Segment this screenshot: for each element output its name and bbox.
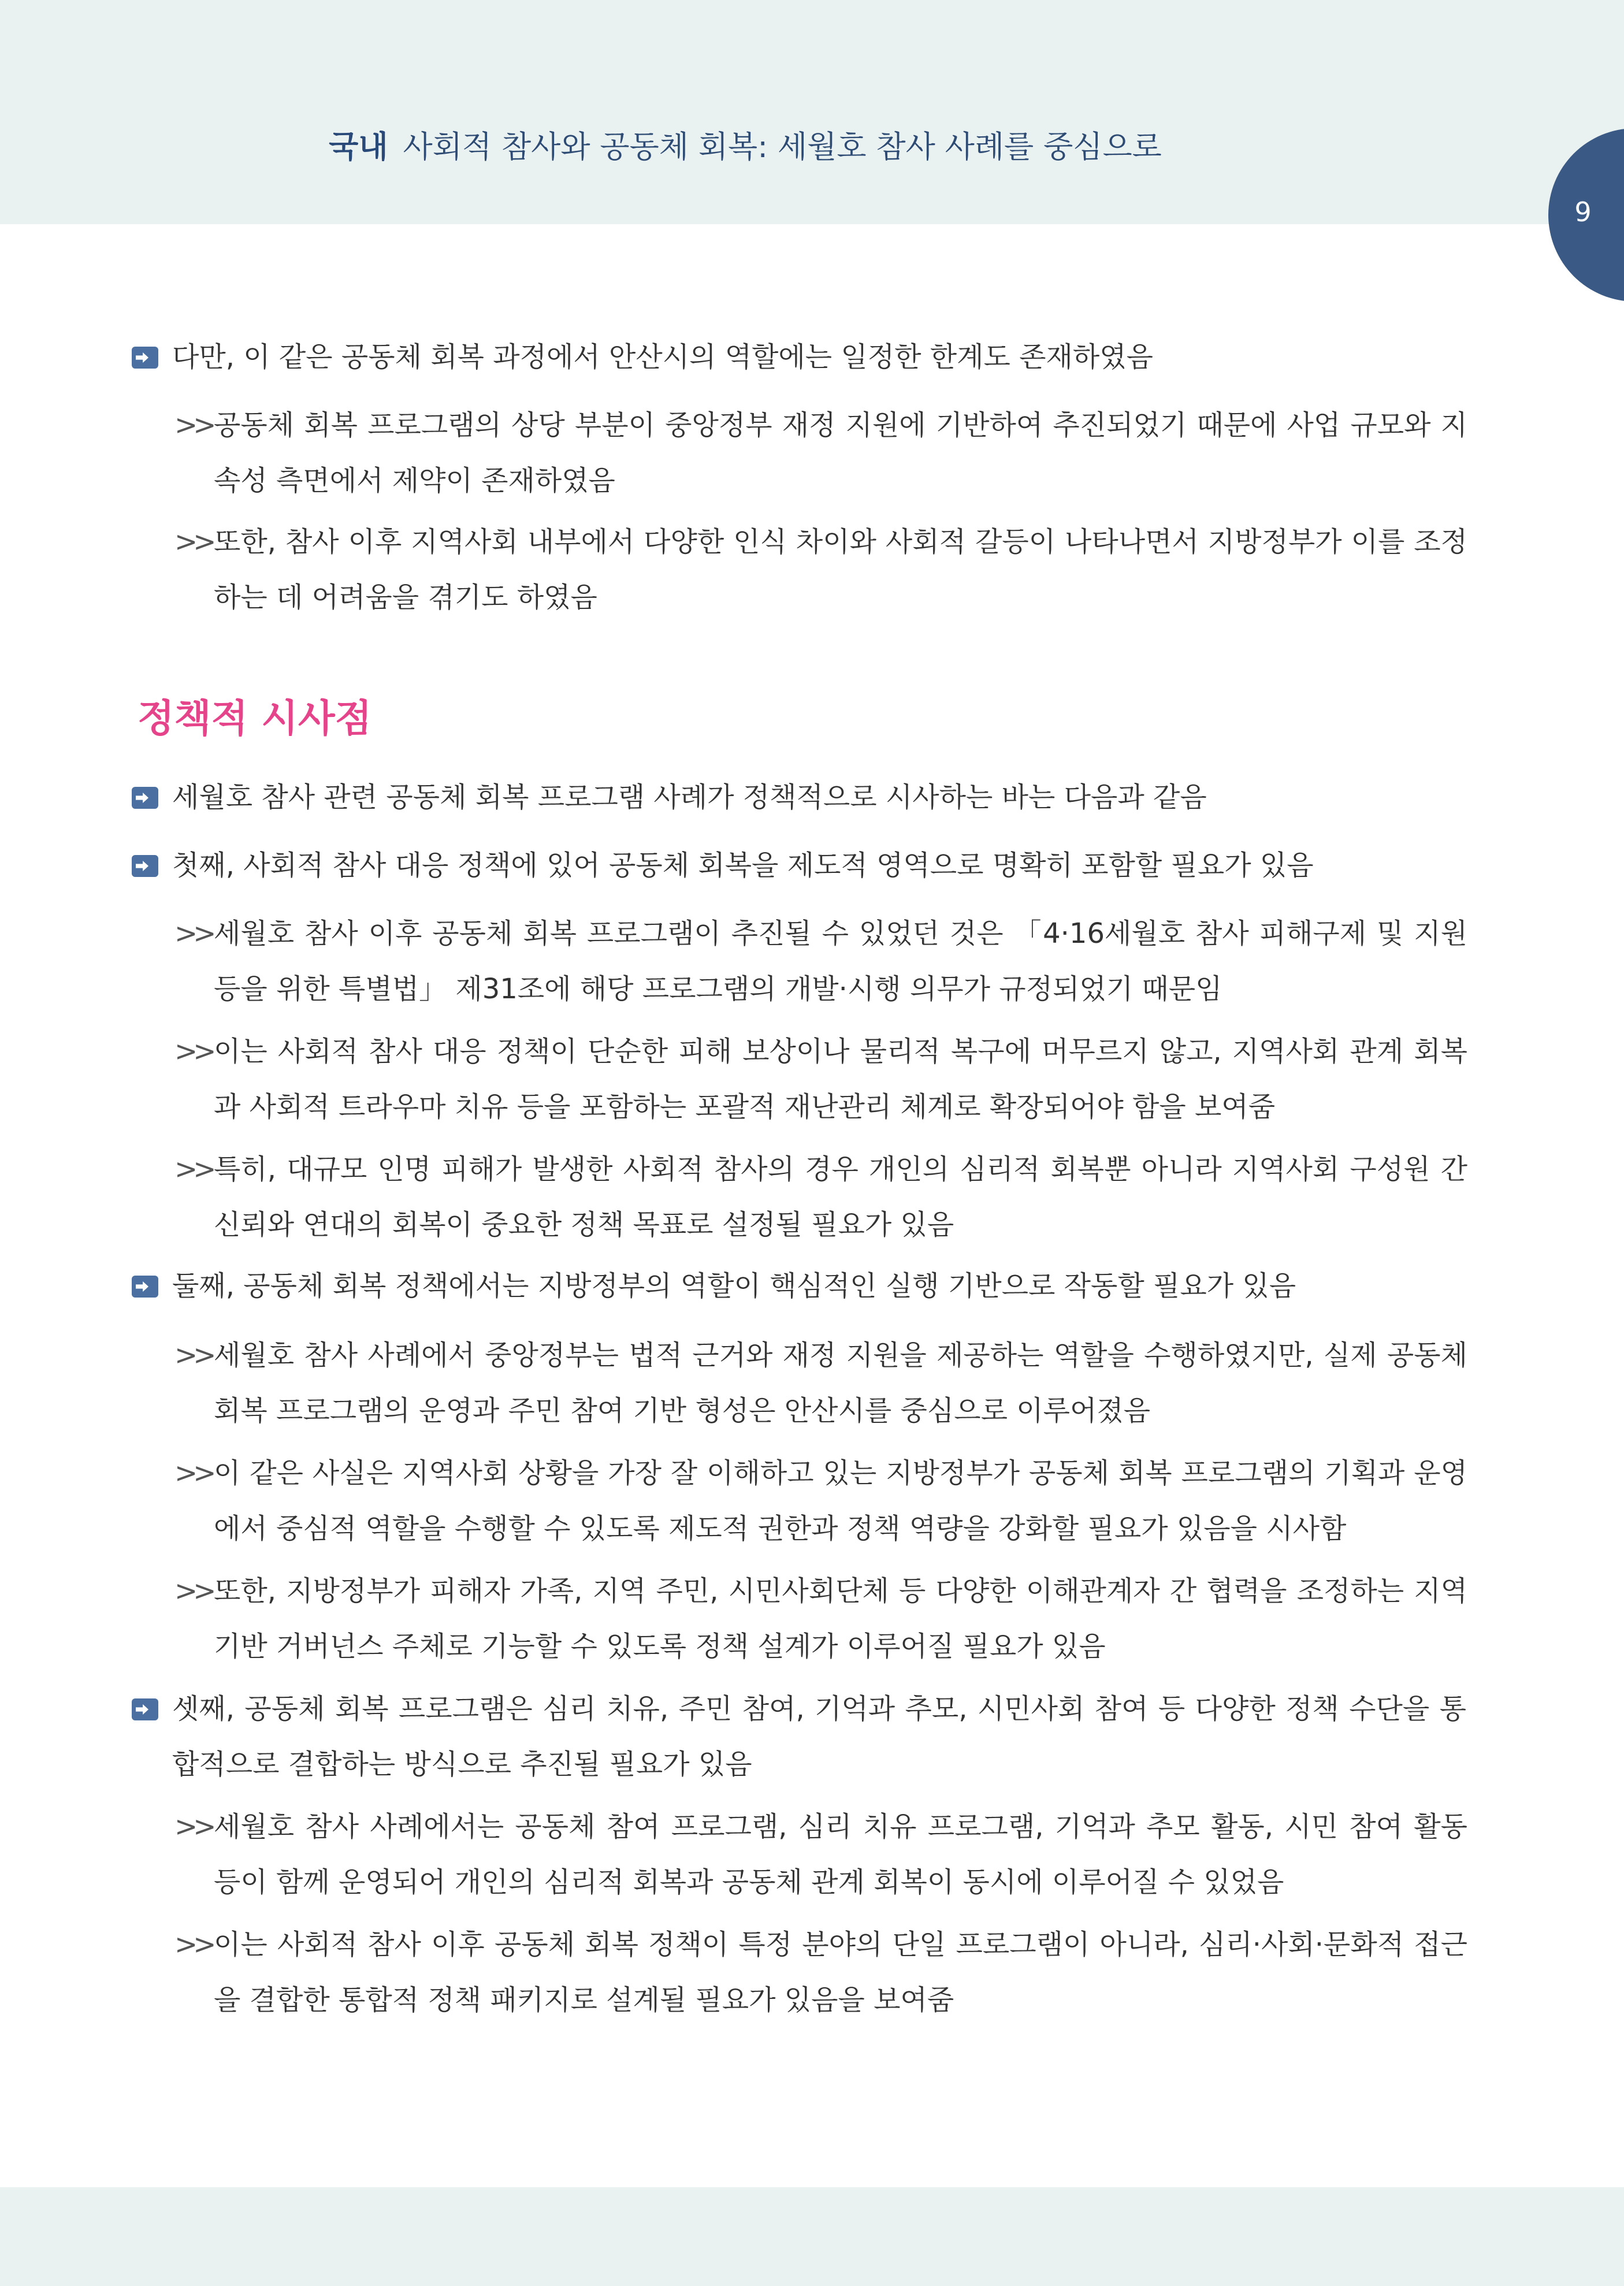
header-title: 사회적 참사와 공동체 회복: 세월호 참사 사례를 중심으로 — [403, 129, 1162, 165]
sub-bullet-item — [174, 397, 1467, 508]
sub-bullet-item — [174, 1445, 1467, 1556]
arrow-box-icon — [132, 1276, 158, 1298]
bullet-item — [172, 770, 1466, 825]
sub-bullet-text: 또한, 참사 이후 지역사회 내부에서 다양한 인식 차이와 사회적 갈등이 나타나면서 지방정부가 이를 조정하는 데 어려움을 겪기도 하였음 — [214, 526, 1467, 614]
arrow-box-icon — [132, 855, 158, 877]
header-band — [0, 0, 1624, 224]
double-chevron-icon: >> — [174, 1035, 212, 1068]
sub-bullet-text: 이 같은 사실은 지역사회 상황을 가장 잘 이해하고 있는 지방정부가 공동체 회복 프로그램의 기획과 운영에서 중심적 역할을 수행할 수 있도록 제도적 권한과 정책 역량을 강화할 필요가 있음을 시사함 — [214, 1457, 1467, 1545]
bullet-text: 첫째, 사회적 참사 대응 정책에 있어 공동체 회복을 제도적 영역으로 명확히 포함할 필요가 있음 — [172, 849, 1314, 882]
bullet-text: 둘째, 공동체 회복 정책에서는 지방정부의 역할이 핵심적인 실행 기반으로 작동할 필요가 있음 — [172, 1270, 1296, 1302]
sub-bullet-item — [174, 906, 1467, 1017]
sub-bullet-text: 공동체 회복 프로그램의 상당 부분이 중앙정부 재정 지원에 기반하여 추진되었기 때문에 사업 규모와 지속성 측면에서 제약이 존재하였음 — [214, 409, 1467, 497]
page-number: 9 — [1574, 196, 1592, 228]
sub-bullet-item — [174, 1563, 1467, 1674]
sub-bullet-item — [174, 514, 1467, 625]
double-chevron-icon: >> — [174, 1575, 212, 1607]
sub-bullet-item — [174, 1142, 1467, 1252]
double-chevron-icon: >> — [174, 1153, 212, 1185]
sub-bullet-text: 세월호 참사 사례에서 중앙정부는 법적 근거와 재정 지원을 제공하는 역할을 수행하였지만, 실제 공동체 회복 프로그램의 운영과 주민 참여 기반 형성은 안산시를 중심으로 이루어졌음 — [214, 1339, 1467, 1427]
bullet-text: 셋째, 공동체 회복 프로그램은 심리 치유, 주민 참여, 기억과 추모, 시민사회 참여 등 다양한 정책 수단을 통합적으로 결합하는 방식으로 추진될 필요가 있음 — [172, 1693, 1466, 1781]
double-chevron-icon: >> — [174, 1457, 212, 1489]
bullet-text: 세월호 참사 관련 공동체 회복 프로그램 사례가 정책적으로 시사하는 바는 다음과 같음 — [172, 781, 1207, 813]
double-chevron-icon: >> — [174, 409, 212, 441]
sub-bullet-text: 특히, 대규모 인명 피해가 발생한 사회적 참사의 경우 개인의 심리적 회복뿐 아니라 지역사회 구성원 간 신뢰와 연대의 회복이 중요한 정책 목표로 설정될 필요가 있음 — [214, 1153, 1467, 1241]
arrow-box-icon — [132, 787, 158, 809]
double-chevron-icon: >> — [174, 526, 212, 558]
sub-bullet-text: 세월호 참사 이후 공동체 회복 프로그램이 추진될 수 있었던 것은 「4·16세월호 참사 피해구제 및 지원 등을 위한 특별법」 제31조에 해당 프로그램의 개발·시행 의무가 규정되었기 때문임 — [214, 917, 1467, 1005]
section-title: 정책적 시사점 — [137, 696, 372, 741]
arrow-box-icon — [132, 347, 158, 369]
sub-bullet-item — [174, 1328, 1467, 1438]
running-header — [0, 122, 1491, 166]
sub-bullet-item — [174, 1799, 1467, 1910]
double-chevron-icon: >> — [174, 1928, 212, 1961]
sub-bullet-text: 이는 사회적 참사 이후 공동체 회복 정책이 특정 분야의 단일 프로그램이 아니라, 심리·사회·문화적 접근을 결합한 통합적 정책 패키지로 설계될 필요가 있음을 보여줌 — [214, 1928, 1467, 2016]
bullet-item — [172, 1258, 1466, 1314]
double-chevron-icon: >> — [174, 917, 212, 950]
double-chevron-icon: >> — [174, 1811, 212, 1843]
footer-band — [0, 2187, 1624, 2286]
bullet-text: 다만, 이 같은 공동체 회복 과정에서 안산시의 역할에는 일정한 한계도 존재하였음 — [172, 341, 1153, 373]
double-chevron-icon: >> — [174, 1339, 212, 1371]
arrow-box-icon — [132, 1698, 158, 1720]
sub-bullet-text: 또한, 지방정부가 피해자 가족, 지역 주민, 시민사회단체 등 다양한 이해관계자 간 협력을 조정하는 지역 기반 거버넌스 주체로 기능할 수 있도록 정책 설계가 이루어질 필요가 있음 — [214, 1575, 1467, 1663]
header-category: 국내 — [329, 129, 388, 165]
sub-bullet-item — [174, 1917, 1467, 2028]
bullet-item — [172, 329, 1466, 385]
sub-bullet-text: 세월호 참사 사례에서는 공동체 참여 프로그램, 심리 치유 프로그램, 기억과 추모 활동, 시민 참여 활동 등이 함께 운영되어 개인의 심리적 회복과 공동체 관계 회복이 동시에 이루어질 수 있었음 — [214, 1811, 1467, 1898]
sub-bullet-item — [174, 1024, 1467, 1135]
bullet-item — [172, 1681, 1466, 1792]
sub-bullet-text: 이는 사회적 참사 대응 정책이 단순한 피해 보상이나 물리적 복구에 머무르지 않고, 지역사회 관계 회복과 사회적 트라우마 치유 등을 포함하는 포괄적 재난관리 체계로 확장되어야 함을 보여줌 — [214, 1035, 1467, 1123]
bullet-item — [172, 838, 1466, 893]
